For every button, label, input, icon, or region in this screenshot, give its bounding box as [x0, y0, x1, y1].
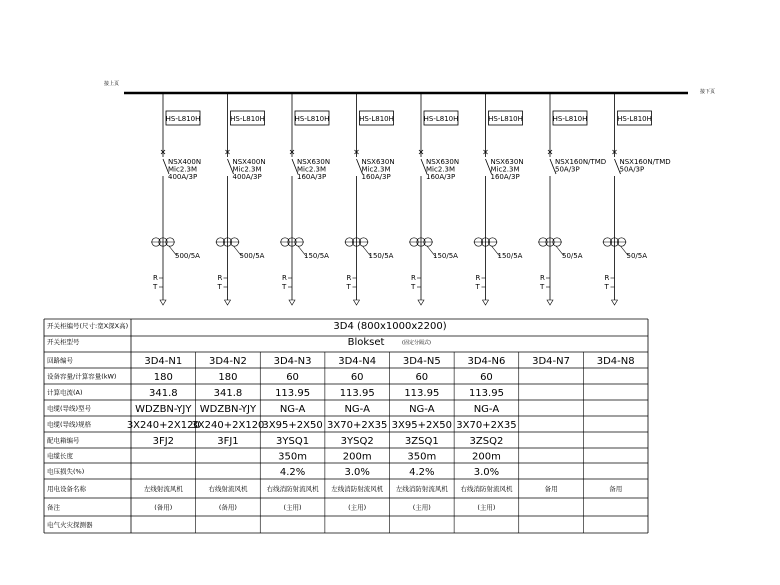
ct-label: 500/5A — [239, 252, 265, 260]
r-label: T — [282, 283, 287, 291]
label-cabinet-model: 开关柜型号 — [47, 338, 80, 346]
feeder-5 — [409, 93, 459, 305]
row-label: 电缆(导线)规格 — [47, 420, 92, 429]
ground-arrow — [289, 300, 295, 305]
table-cell: 左线消防射流风机 — [395, 485, 448, 493]
ground-arrow — [547, 300, 553, 305]
breaker-label: NSX630N — [490, 158, 524, 166]
feeder-1 — [151, 93, 201, 305]
row-label: 用电设备名称 — [47, 485, 86, 493]
breaker-label: Mic2.3M — [232, 165, 262, 174]
r-label: T — [346, 283, 351, 291]
feeder-4 — [345, 93, 395, 305]
row-label: 回路编号 — [47, 356, 73, 365]
row-label: 电压损失(%) — [47, 467, 85, 476]
busbar-right-label: 接下页 — [700, 89, 716, 95]
table-cell: 3X95+2X50 — [262, 420, 323, 431]
table-cell: NG-A — [473, 404, 500, 415]
breaker-label: NSX400N — [232, 158, 266, 166]
meter-label: HS-L810H — [617, 115, 652, 123]
table-cell: (备用) — [218, 503, 237, 512]
table-cell: 200m — [342, 451, 372, 463]
table-cell: 3FJ2 — [152, 436, 175, 447]
ct-label: 150/5A — [304, 252, 329, 260]
table-cell: 113.95 — [275, 388, 311, 399]
breaker-label: 400A/3P — [168, 173, 198, 181]
feeder-7 — [538, 93, 606, 305]
row-label: 备注 — [47, 503, 60, 512]
table-cell: 左线射流风机 — [143, 485, 183, 493]
row-label: 电气火灾探测器 — [47, 521, 93, 529]
ct-label: 150/5A — [368, 252, 394, 260]
meter-label: HS-L810H — [294, 115, 330, 123]
busbar-left-label: 接上页 — [104, 81, 120, 87]
row-label: 配电箱编号 — [47, 436, 80, 445]
table-cell: 右线消防射流风机 — [460, 485, 513, 493]
table-cell: 3YSQ2 — [340, 436, 374, 447]
table-cell: 3X70+2X35 — [327, 420, 388, 431]
meter-label: HS-L810H — [423, 115, 459, 123]
r-label: R — [475, 274, 481, 282]
table-cell: 3D4-N4 — [338, 356, 377, 367]
table-cell: 3D4-N3 — [273, 356, 312, 367]
breaker-label: Mic2.3M — [361, 165, 391, 174]
cabinet-value: 3D4 (800x1000x2200) — [333, 321, 447, 332]
table-cell: 3D4-N2 — [208, 356, 247, 367]
table-cell: (主用) — [348, 503, 367, 512]
r-label: R — [540, 274, 545, 282]
table-cell: 3.0% — [344, 467, 370, 478]
breaker-label: NSX630N — [297, 158, 331, 166]
feeder-6 — [474, 93, 524, 305]
table-cell: 右线射流风机 — [208, 485, 248, 493]
row-label: 计算电流(A) — [47, 388, 83, 397]
table-cell: 3ZSQ1 — [404, 436, 439, 447]
table-cell: 3D4-N8 — [596, 356, 635, 367]
table-cell: 60 — [350, 372, 364, 383]
table-cell: NG-A — [279, 404, 306, 415]
r-label: R — [217, 274, 223, 282]
table-cell: 113.95 — [339, 388, 375, 399]
table-cell: 3D4-N5 — [402, 356, 441, 367]
table-cell: 341.8 — [213, 388, 243, 399]
table-cell: 180 — [153, 372, 173, 383]
table-cell: 3FJ1 — [217, 436, 239, 447]
table-cell: 3.0% — [473, 467, 500, 478]
table-cell: WDZBN-YJY — [199, 404, 257, 415]
breaker-label: 50A/3P — [555, 165, 580, 174]
ground-arrow — [160, 300, 166, 305]
schedule-table — [44, 319, 648, 533]
table-cell: (主用) — [283, 503, 302, 512]
table-cell: 3D4-N6 — [467, 356, 506, 367]
r-label: T — [604, 283, 609, 291]
table-cell: 60 — [480, 372, 493, 383]
r-label: T — [217, 283, 222, 291]
ct-label: 150/5A — [497, 252, 523, 260]
r-label: R — [604, 274, 610, 282]
row-label: 电缆(导线)型号 — [47, 404, 92, 413]
table-cell: 341.8 — [148, 388, 178, 399]
breaker-label: 160A/3P — [297, 173, 327, 181]
feeder-3 — [280, 93, 330, 305]
table-cell: 60 — [415, 372, 429, 383]
breaker-label: Mic2.3M — [426, 165, 456, 174]
r-label: T — [153, 283, 158, 291]
r-label: T — [540, 283, 545, 291]
table-cell: 3X70+2X35 — [456, 420, 517, 431]
table-cell: 350m — [407, 451, 437, 463]
r-label: R — [346, 274, 352, 282]
ct-label: 50/5A — [626, 252, 648, 260]
table-cell: 左线消防射流风机 — [331, 485, 384, 493]
breaker-label: 160A/3P — [426, 173, 456, 181]
ct-label: 500/5A — [175, 252, 200, 260]
ground-arrow — [225, 300, 231, 305]
ground-arrow — [483, 300, 489, 305]
breaker-label: NSX400N — [168, 158, 202, 166]
table-cell: (备用) — [154, 503, 173, 512]
r-label: R — [153, 274, 158, 282]
ground-arrow — [612, 300, 618, 305]
meter-label: HS-L810H — [359, 115, 394, 123]
table-cell: 3X240+2X120 — [191, 420, 265, 431]
breaker-label: Mic2.3M — [490, 165, 520, 174]
table-cell: (主用) — [412, 503, 431, 512]
breaker-label: 50A/3P — [619, 165, 645, 174]
table-cell: 3D4-N1 — [144, 356, 183, 367]
meter-label: HS-L810H — [230, 115, 265, 123]
table-cell: 60 — [286, 372, 299, 383]
feeder-2 — [216, 93, 266, 305]
feeder-8 — [603, 93, 671, 305]
table-cell: 备用 — [609, 485, 623, 493]
meter-label: HS-L810H — [165, 115, 201, 123]
table-cell: 180 — [218, 372, 238, 383]
breaker-label: 160A/3P — [361, 173, 391, 181]
r-label: T — [411, 283, 416, 291]
table-cell: (主用) — [477, 503, 496, 512]
table-cell: 200m — [472, 451, 501, 463]
table-cell: 3YSQ1 — [276, 436, 310, 447]
r-label: R — [282, 274, 287, 282]
ct-label: 50/5A — [562, 252, 583, 260]
meter-label: HS-L810H — [488, 115, 523, 123]
table-cell: 3X95+2X50 — [391, 420, 452, 431]
label-cabinet-no: 开关柜编号(尺寸:宽X深X高) — [47, 322, 129, 330]
breaker-label: NSX160N/TMD — [555, 158, 607, 166]
breaker-label: NSX630N — [426, 158, 460, 166]
breaker-label: 400A/3P — [232, 173, 262, 181]
breaker-label: Mic2.3M — [297, 165, 327, 174]
table-cell: 3X240+2X120 — [126, 420, 200, 431]
r-label: R — [411, 274, 416, 282]
table-cell: 3D4-N7 — [532, 356, 571, 367]
table-cell: 右线消防射流风机 — [266, 485, 319, 493]
table-cell: 4.2% — [279, 467, 306, 478]
table-cell: 3ZSQ2 — [469, 436, 504, 447]
ct-label: 150/5A — [433, 252, 458, 260]
row-label: 设备容量/计算容量(kW) — [47, 372, 117, 381]
breaker-label: NSX630N — [361, 158, 395, 166]
table-cell: NG-A — [409, 404, 435, 415]
table-cell: WDZBN-YJY — [135, 404, 192, 415]
cabinet-model-value: Blokset — [347, 337, 385, 348]
breaker-label: NSX160N/TMD — [619, 158, 671, 166]
table-cell: 备用 — [544, 485, 558, 493]
table-cell: 113.95 — [468, 388, 504, 399]
table-cell: 4.2% — [409, 467, 435, 478]
table-cell: NG-A — [344, 404, 370, 415]
r-label: T — [475, 283, 480, 291]
feeder-circuits — [151, 93, 671, 305]
row-label: 电缆长度 — [47, 452, 73, 460]
breaker-label: 160A/3P — [490, 173, 520, 181]
ground-arrow — [418, 300, 424, 305]
table-cell: 113.95 — [404, 388, 440, 399]
ground-arrow — [354, 300, 360, 305]
meter-label: HS-L810H — [552, 115, 588, 123]
breaker-label: Mic2.3M — [168, 165, 198, 174]
table-cell: 350m — [278, 451, 307, 463]
cabinet-model-note: (固定分隔式) — [402, 340, 431, 346]
